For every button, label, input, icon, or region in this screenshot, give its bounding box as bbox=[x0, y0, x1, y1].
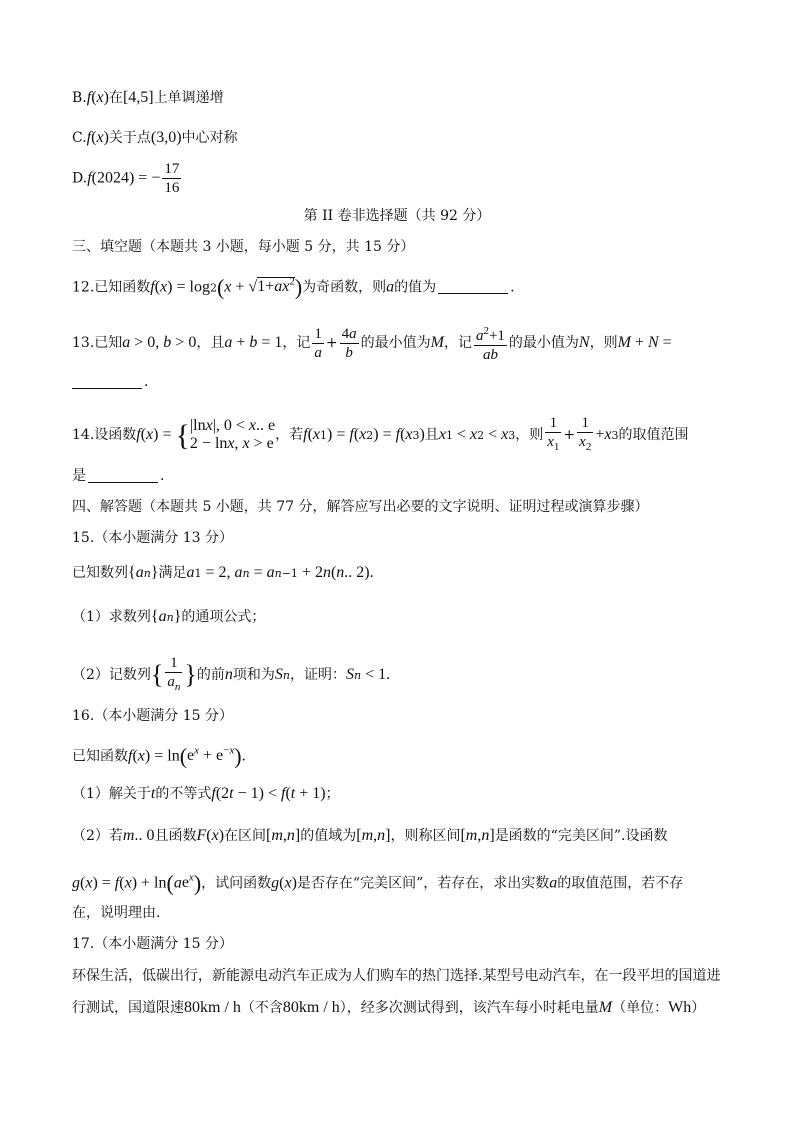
question-16-part2-cont: $g(x) = f(x) + \ln(ae^x)$，试问函数g(x)是否存在“完美区间”，若存在，求出实数a的取值范围，若不存 bbox=[72, 870, 684, 896]
section-title: 第 II 卷非选择题（共 92 分） bbox=[303, 208, 491, 224]
question-17-head: 17.（本小题满分 15 分） bbox=[72, 936, 233, 952]
question-16-stem: 已知函数$f(x) = \ln(e^x + e^{-x})$. bbox=[72, 743, 246, 769]
question-17-line2: 行测试，国道限速80km / h（不含80km / h），经多次测试得到，该汽车每小时耗电量M（单位：Wh） bbox=[72, 999, 706, 1016]
question-16-part2: （2）若m.. 0且函数F(x)在区间[m,n]的值域为[m,n]，则称区间[m,n]是函数的“完美区间”.设函数 bbox=[72, 827, 668, 844]
question-16-head: 16.（本小题满分 15 分） bbox=[72, 708, 233, 724]
question-12: 12.已知函数$f(x) = \log 2(x + √1+ax^2)$为奇函数，则a的值为 . bbox=[72, 274, 515, 300]
option-c: C.f(x)关于点(3,0)中心对称 bbox=[72, 129, 238, 146]
question-15-head: 15.（本小题满分 13 分） bbox=[72, 530, 233, 546]
question-16-part1: （1）解关于t的不等式f(2t − 1) < f(t + 1)； bbox=[72, 785, 340, 802]
option-d: D.f(2024) = − $\frac{17}{16}$ bbox=[72, 161, 180, 196]
part3-heading: 三、填空题（本题共 3 小题，每小题 5 分，共 15 分） bbox=[72, 239, 415, 255]
question-14: 14.设函数f(x) = { |lnx|, 0 < x.. e 2 − lnx, x > e ，若f(x1) = f(x2) = f(x3)且x1 < x2 < x3，则 $\frac{1}{x_1}$ + $\frac{1}{x_2}$ +x3的取值范围 bbox=[72, 415, 689, 453]
option-b: B.f(x)在[4,5]上单调递增 bbox=[72, 89, 224, 106]
q14-answer-line: 是 . bbox=[72, 468, 165, 484]
question-13: 13.已知a > 0, b > 0，且a + b = 1，记 $\frac{1}{a}$ + $\frac{4a}{b}$ 的最小值为M，记 $\frac{a^2+1}{ab}$ 的最小值为N，则M + N = bbox=[72, 322, 672, 364]
part4-heading: 四、解答题（本题共 5 小题，共 77 分，解答应写出必要的文字说明、证明过程或演算步骤） bbox=[72, 499, 649, 515]
question-17-line1: 环保生活，低碳出行，新能源电动汽车正成为人们购车的热门选择.某型号电动汽车，在一段平坦的国道进 bbox=[72, 968, 721, 984]
question-15-stem: 已知数列{an}满足a1 = 2, an = an−1 + 2n(n.. 2). bbox=[72, 564, 374, 581]
question-16-part2-end: 在，说明理由. bbox=[72, 905, 161, 921]
q13-answer-blank[interactable]: . bbox=[72, 372, 148, 392]
question-15-part2: （2）记数列{ $\frac{1}{a_n}$ }的前n项和为Sn，证明：Sn < 1. bbox=[72, 655, 391, 693]
question-15-part1: （1）求数列{an}的通项公式； bbox=[72, 608, 266, 625]
